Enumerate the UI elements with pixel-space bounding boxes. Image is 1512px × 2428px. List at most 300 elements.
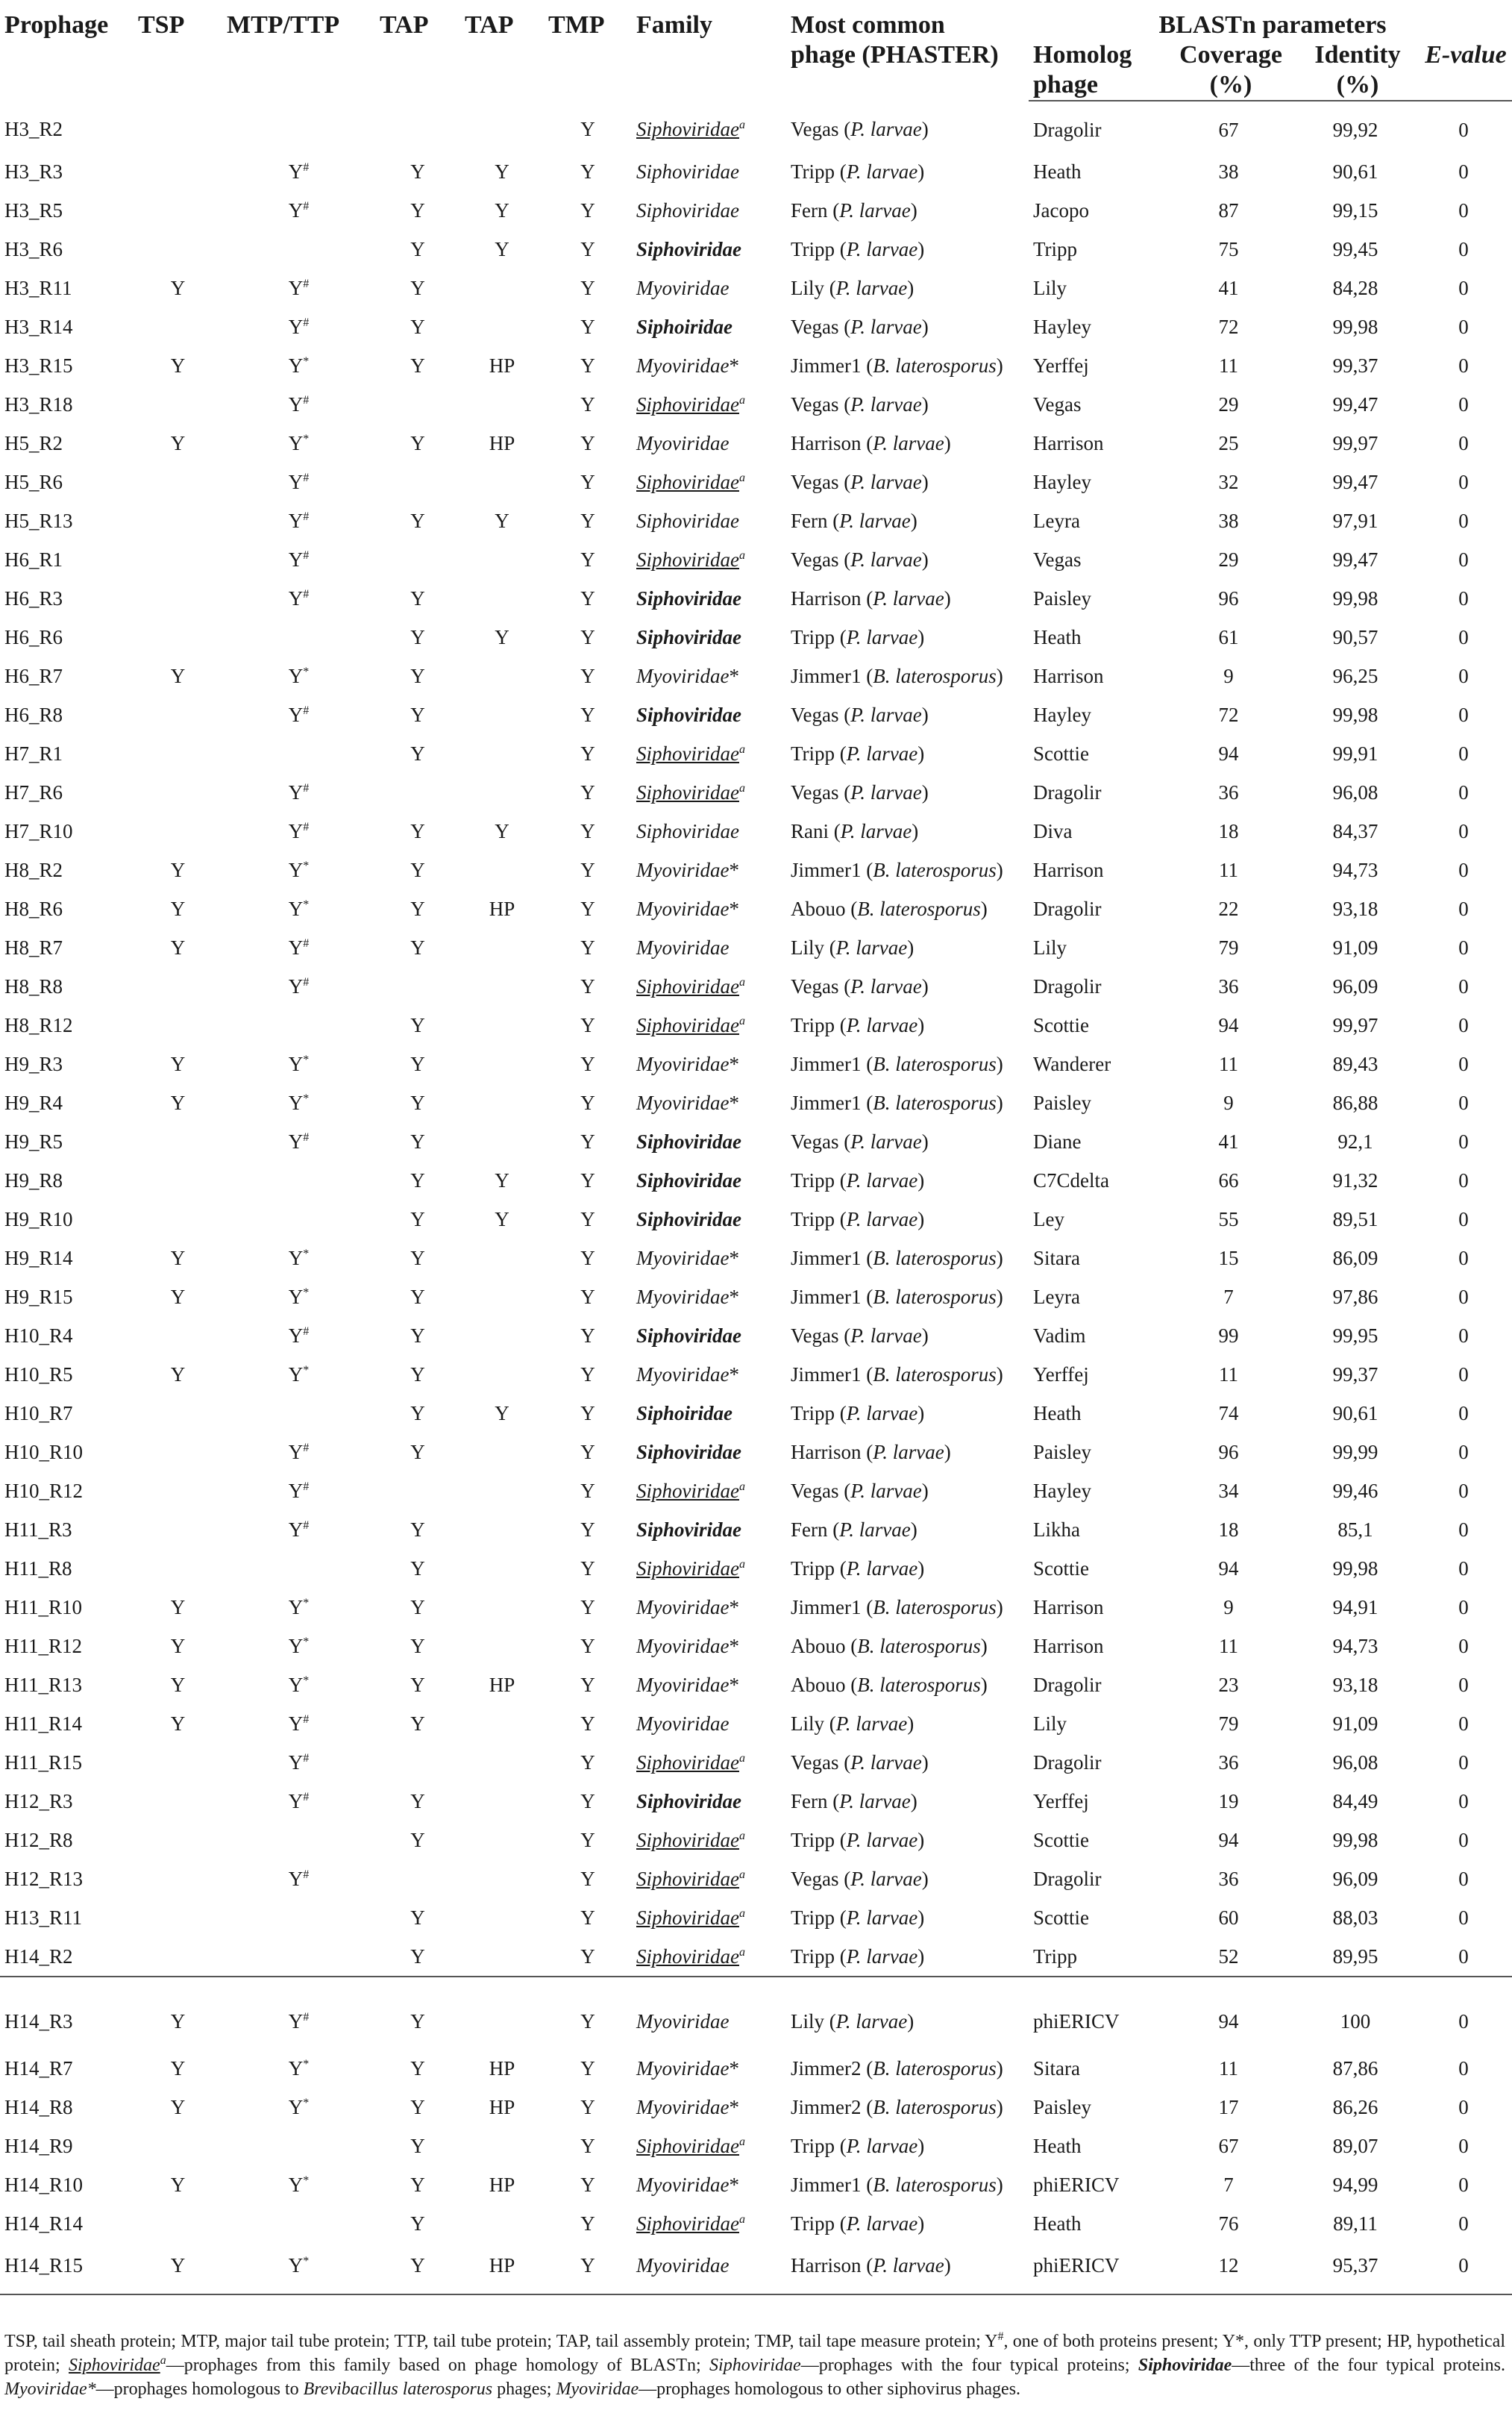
phage-name: Tripp	[791, 1906, 835, 1929]
cell-most-common-phage: Vegas (P. larvae)	[791, 780, 929, 804]
cell-family	[632, 1977, 786, 2049]
cell-family	[632, 2049, 786, 2088]
cell-tsp	[134, 695, 222, 734]
table-row	[0, 1510, 1512, 1549]
cell-tap-1: Y	[410, 742, 425, 765]
cell-tap-2	[460, 1898, 544, 1937]
phage-host: P. larvae	[850, 1750, 922, 1774]
cell-most-common-phage: Jimmer1 (B. laterosporus)	[791, 354, 1003, 377]
cell-tmp: Y	[580, 354, 595, 377]
mtp-marker: *	[303, 1286, 310, 1299]
cell-homolog-phage: Ley	[1033, 1207, 1064, 1230]
phage-host: B. laterosporus	[857, 897, 981, 920]
cell-most-common-phage: Vegas (P. larvae)	[791, 118, 929, 140]
cell-tap-1: Y	[410, 625, 425, 648]
cell-tap-2	[460, 773, 544, 812]
cell-coverage: 32	[1218, 470, 1239, 493]
cell-prophage: H9_R10	[4, 1207, 73, 1230]
cell-coverage: 11	[1219, 1052, 1238, 1075]
cell-tap-2	[460, 1704, 544, 1743]
header-homolog-phage	[1029, 40, 1161, 101]
cell-tsp	[134, 2204, 222, 2243]
table-row	[0, 1006, 1512, 1045]
cell-family	[632, 1704, 786, 1743]
cell-prophage: H12_R3	[4, 1789, 73, 1812]
cell-tmp: Y	[580, 1750, 595, 1774]
cell-homolog-phage: Diva	[1033, 819, 1073, 842]
cell-tap-1: Y	[410, 703, 425, 726]
cell-homolog-phage: Heath	[1033, 625, 1082, 648]
mtp-value: Y	[288, 1362, 304, 1386]
cell-tap-2	[460, 1277, 544, 1316]
cell-family	[632, 657, 786, 695]
cell-mtp-ttp	[222, 1122, 375, 1161]
cell-tap-1: Y	[410, 1052, 425, 1075]
cell-tmp: Y	[580, 160, 595, 183]
cell-identity: 99,37	[1332, 1362, 1378, 1386]
cell-family	[632, 773, 786, 812]
phage-host: P. larvae	[846, 1207, 918, 1230]
cell-mtp-ttp	[222, 1394, 375, 1433]
mtp-marker: #	[303, 587, 310, 601]
cell-tap-2	[460, 1083, 544, 1122]
phage-name: Rani	[791, 819, 829, 842]
mtp-marker: #	[303, 199, 310, 213]
cell-mtp-ttp	[222, 1665, 375, 1704]
cell-tap-1: Y	[410, 1324, 425, 1347]
phage-host: P. larvae	[850, 703, 922, 726]
family-name: Myoviridae	[636, 664, 730, 687]
cell-identity: 99,98	[1332, 1556, 1378, 1580]
footnote-text-2: , one of both proteins present; Y*, only TTP present; HP, hypothetical protein;	[4, 2332, 1505, 2375]
family-marker-a: a	[738, 393, 745, 407]
cell-identity: 99,92	[1332, 118, 1378, 141]
cell-mtp-ttp	[222, 2165, 375, 2204]
mtp-value: Y	[288, 1324, 304, 1347]
cell-evalue: 0	[1458, 1207, 1469, 1230]
family-marker-star: *	[729, 1634, 739, 1657]
cell-tap-1: Y	[410, 276, 425, 299]
mtp-value: Y	[288, 548, 304, 571]
cell-homolog-phage: Heath	[1033, 2212, 1082, 2235]
cell-prophage: H12_R8	[4, 1828, 73, 1851]
cell-tap-1: Y	[410, 858, 425, 881]
cell-prophage: H9_R4	[4, 1091, 63, 1114]
phage-host: P. larvae	[850, 780, 922, 804]
phage-host: P. larvae	[846, 1168, 918, 1192]
cell-tmp: Y	[580, 470, 595, 493]
cell-mtp-ttp	[222, 2049, 375, 2088]
cell-tsp: Y	[170, 936, 186, 959]
cell-prophage: H8_R7	[4, 936, 63, 959]
cell-tsp	[134, 540, 222, 579]
table-row	[0, 2049, 1512, 2088]
mtp-marker: #	[303, 316, 310, 329]
cell-tap-2	[460, 1782, 544, 1821]
cell-prophage: H11_R15	[4, 1750, 83, 1774]
table-row	[0, 1937, 1512, 1977]
table-row	[0, 1782, 1512, 1821]
phage-host: P. larvae	[835, 1712, 908, 1735]
phage-host: P. larvae	[846, 1013, 918, 1036]
cell-prophage: H11_R12	[4, 1634, 83, 1657]
cell-identity: 90,57	[1332, 625, 1378, 648]
cell-family	[632, 967, 786, 1006]
mtp-marker: *	[303, 1674, 310, 1687]
mtp-marker: #	[303, 820, 310, 833]
phage-host: B. laterosporus	[873, 1246, 997, 1269]
mtp-value: Y	[288, 431, 304, 454]
mtp-marker: #	[303, 1868, 310, 1881]
cell-homolog-phage: Dragolir	[1033, 1673, 1102, 1696]
mtp-marker: *	[303, 859, 310, 872]
family-name: Siphoviridae	[636, 1130, 742, 1153]
family-marker-a: a	[738, 119, 745, 131]
cell-tsp	[134, 191, 222, 230]
cell-identity: 100	[1296, 1977, 1415, 2049]
mtp-value: Y	[288, 1440, 304, 1463]
cell-homolog-phage: Diane	[1033, 1130, 1082, 1153]
cell-coverage: 12	[1161, 2243, 1296, 2294]
phage-name: Tripp	[791, 1207, 835, 1230]
cell-tap-1: Y	[410, 1207, 425, 1230]
cell-evalue: 0	[1458, 1673, 1469, 1696]
cell-most-common-phage: Vegas (P. larvae)	[791, 1750, 929, 1774]
table-row	[0, 1859, 1512, 1898]
phage-name: Jimmer1	[791, 858, 862, 881]
cell-tsp: Y	[170, 276, 186, 299]
cell-tmp: Y	[580, 625, 595, 648]
family-name: Siphoviridae	[636, 1440, 742, 1463]
cell-most-common-phage: Abouo (B. laterosporus)	[791, 1634, 988, 1657]
cell-evalue: 0	[1458, 1634, 1469, 1657]
cell-most-common-phage: Lily (P. larvae)	[791, 1712, 915, 1735]
cell-tap-2	[460, 1122, 544, 1161]
cell-prophage: H8_R12	[4, 1013, 73, 1036]
cell-evalue: 0	[1458, 1712, 1469, 1735]
cell-identity: 99,91	[1332, 742, 1378, 765]
cell-homolog-phage: phiERICV	[1033, 2173, 1120, 2196]
mtp-value: Y	[288, 780, 304, 804]
cell-family	[632, 1316, 786, 1355]
cell-coverage: 55	[1218, 1207, 1239, 1230]
family-marker-a: a	[738, 471, 745, 484]
phage-host: P. larvae	[873, 431, 944, 454]
cell-identity: 94,99	[1332, 2173, 1378, 2196]
cell-homolog-phage: Leyra	[1033, 1285, 1080, 1308]
cell-tap-1: Y	[410, 2134, 425, 2157]
family-name: Siphoviridae	[636, 625, 742, 648]
cell-prophage: H5_R2	[4, 431, 63, 454]
cell-family	[632, 1471, 786, 1510]
footnote-sup-a: a	[160, 2354, 166, 2367]
family-name: Myoviridae	[636, 1285, 730, 1308]
table-row	[0, 307, 1512, 346]
cell-evalue: 0	[1458, 1789, 1469, 1812]
cell-evalue: 0	[1458, 237, 1469, 260]
cell-mtp-ttp	[222, 579, 375, 618]
family-marker-a: a	[738, 1945, 745, 1959]
cell-identity: 96,09	[1332, 974, 1378, 998]
cell-identity: 84,49	[1332, 1789, 1378, 1812]
cell-tap-1: Y	[410, 1362, 425, 1386]
cell-coverage: 36	[1218, 974, 1239, 998]
table-row	[0, 579, 1512, 618]
mtp-marker: #	[303, 1790, 310, 1803]
cell-coverage: 61	[1218, 625, 1239, 648]
cell-mtp-ttp	[222, 1433, 375, 1471]
family-name: Siphoviridae	[636, 780, 739, 804]
phage-host: P. larvae	[846, 1401, 918, 1424]
cell-family	[632, 346, 786, 385]
mtp-value: Y	[288, 1867, 304, 1890]
cell-identity: 89,11	[1333, 2212, 1378, 2235]
cell-tmp: Y	[580, 1479, 595, 1502]
cell-mtp-ttp	[222, 501, 375, 540]
cell-identity: 96,08	[1332, 780, 1378, 804]
cell-tap-2: Y	[495, 198, 509, 222]
family-name: Myoviridae	[636, 1362, 730, 1386]
phage-host: P. larvae	[846, 2134, 918, 2157]
cell-mtp-ttp	[222, 1821, 375, 1859]
cell-tap-1: Y	[410, 1401, 425, 1424]
cell-homolog-phage: Yerffej	[1033, 354, 1089, 377]
family-marker-a: a	[738, 975, 745, 989]
family-name: Siphoviridae	[636, 392, 739, 416]
phage-host: P. larvae	[850, 118, 922, 140]
cell-coverage: 96	[1218, 1440, 1239, 1463]
cell-tap-2	[460, 101, 544, 152]
cell-tmp: Y	[580, 1401, 595, 1424]
cell-evalue: 0	[1458, 1944, 1469, 1968]
cell-prophage: H8_R8	[4, 974, 63, 998]
mtp-value: Y	[288, 1246, 304, 1269]
cell-homolog-phage: Leyra	[1033, 509, 1080, 532]
cell-prophage: H3_R14	[4, 315, 73, 338]
cell-tmp: Y	[580, 819, 595, 842]
cell-tap-2	[460, 695, 544, 734]
table-row	[0, 1821, 1512, 1859]
cell-most-common-phage: Fern (P. larvae)	[791, 198, 917, 222]
mtp-value: Y	[288, 936, 304, 959]
header-evalue	[1415, 40, 1512, 101]
cell-prophage: H6_R3	[4, 586, 63, 610]
cell-tap-1: Y	[410, 1712, 425, 1735]
cell-tap-1: Y	[410, 2095, 425, 2118]
cell-mtp-ttp	[222, 1239, 375, 1277]
mtp-value: Y	[288, 1750, 304, 1774]
cell-tmp: Y	[580, 1324, 595, 1347]
cell-tap-1	[375, 385, 460, 424]
table-row	[0, 1433, 1512, 1471]
mtp-value: Y	[288, 1052, 304, 1075]
family-marker-a: a	[738, 781, 745, 795]
cell-most-common-phage: Abouo (B. laterosporus)	[791, 1673, 988, 1696]
mtp-value: Y	[288, 2173, 304, 2196]
cell-mtp-ttp	[222, 1083, 375, 1122]
cell-tsp: Y	[170, 1712, 186, 1735]
phage-name: Tripp	[791, 2134, 835, 2157]
cell-tap-2	[460, 1239, 544, 1277]
cell-most-common-phage: Tripp (P. larvae)	[791, 742, 925, 765]
cell-tsp	[134, 1006, 222, 1045]
phage-host: P. larvae	[850, 548, 922, 571]
cell-evalue: 0	[1458, 625, 1469, 648]
phage-host: B. laterosporus	[873, 1595, 997, 1618]
cell-most-common-phage: Tripp (P. larvae)	[791, 1401, 925, 1424]
cell-mtp-ttp	[222, 967, 375, 1006]
cell-mtp-ttp	[222, 230, 375, 269]
cell-tap-2	[460, 734, 544, 773]
cell-evalue: 0	[1458, 1595, 1469, 1618]
cell-tmp: Y	[580, 703, 595, 726]
family-marker-a: a	[738, 1868, 745, 1881]
family-marker-star: *	[729, 354, 739, 377]
cell-evalue: 0	[1458, 974, 1469, 998]
table-row	[0, 1704, 1512, 1743]
footnote-text-5: —three of the four typical proteins.	[1232, 2356, 1506, 2375]
cell-evalue: 0	[1458, 1246, 1469, 1269]
cell-most-common-phage: Vegas (P. larvae)	[791, 470, 929, 493]
cell-evalue: 0	[1415, 1977, 1512, 2049]
cell-tap-1: Y	[410, 198, 425, 222]
cell-tap-1: Y	[410, 936, 425, 959]
cell-tap-1	[375, 967, 460, 1006]
cell-prophage: H6_R7	[4, 664, 63, 687]
family-name: Siphoviridae	[636, 118, 739, 140]
cell-coverage: 96	[1218, 586, 1239, 610]
cell-coverage: 74	[1218, 1401, 1239, 1424]
family-name: Myoviridae	[636, 2253, 730, 2277]
cell-tsp: Y	[170, 1634, 186, 1657]
phage-name: Jimmer1	[791, 1246, 862, 1269]
cell-family	[632, 1277, 786, 1316]
cell-evalue: 0	[1458, 586, 1469, 610]
cell-prophage: H10_R7	[4, 1401, 73, 1424]
cell-tap-2	[460, 1588, 544, 1627]
family-name: Siphoiridae	[636, 1401, 733, 1424]
cell-tsp: Y	[170, 1673, 186, 1696]
family-marker-star: *	[729, 1052, 739, 1075]
header-coverage-line2: (%)	[1209, 71, 1252, 98]
phage-name: Vegas	[791, 118, 839, 140]
mtp-marker: #	[303, 277, 310, 290]
cell-tap-2	[460, 1937, 544, 1977]
phage-name: Harrison	[791, 2253, 862, 2277]
table-row	[0, 1471, 1512, 1510]
cell-tmp: Y	[580, 2134, 595, 2157]
cell-family	[632, 618, 786, 657]
cell-tap-2	[460, 1627, 544, 1665]
cell-family	[632, 734, 786, 773]
table-row	[0, 501, 1512, 540]
cell-tsp: Y	[170, 1285, 186, 1308]
family-marker-a: a	[738, 548, 745, 562]
cell-identity: 99,47	[1332, 548, 1378, 571]
cell-tsp	[134, 385, 222, 424]
cell-tap-2: Y	[495, 509, 509, 532]
cell-tsp: Y	[134, 1977, 222, 2049]
cell-evalue: 0	[1458, 703, 1469, 726]
cell-identity: 99,98	[1332, 703, 1378, 726]
cell-prophage: H7_R10	[4, 819, 73, 842]
cell-most-common-phage: Tripp (P. larvae)	[791, 1944, 925, 1968]
cell-identity: 85,1	[1337, 1518, 1373, 1541]
phage-host: B. laterosporus	[873, 1362, 997, 1386]
table-row	[0, 346, 1512, 385]
table-row	[0, 812, 1512, 851]
cell-coverage: 36	[1218, 1750, 1239, 1774]
mtp-marker: *	[303, 898, 310, 911]
phage-host: B. laterosporus	[873, 858, 997, 881]
cell-homolog-phage: Hayley	[1033, 470, 1091, 493]
cell-most-common-phage: Tripp (P. larvae)	[791, 237, 925, 260]
mtp-value: Y	[288, 354, 304, 377]
phage-name: Lily	[791, 276, 824, 299]
phage-name: Tripp	[791, 1168, 835, 1192]
cell-tmp: Y	[580, 1207, 595, 1230]
mtp-marker: *	[303, 1363, 310, 1377]
cell-coverage: 94	[1218, 1828, 1239, 1851]
cell-tap-1: Y	[410, 237, 425, 260]
mtp-value: Y	[288, 470, 304, 493]
phage-name: Vegas	[791, 703, 839, 726]
footnote-siphoviridae-italic: Siphoviridae	[709, 2356, 801, 2375]
phage-host: P. larvae	[839, 1789, 911, 1812]
cell-tsp: Y	[170, 1091, 186, 1114]
cell-mtp-ttp	[222, 1549, 375, 1588]
cell-mtp-ttp	[222, 2088, 375, 2127]
cell-homolog-phage: Heath	[1033, 1401, 1082, 1424]
cell-family	[632, 1200, 786, 1239]
family-name: Myoviridae	[636, 1634, 730, 1657]
cell-evalue: 0	[1458, 936, 1469, 959]
mtp-marker: *	[303, 1635, 310, 1648]
cell-tsp: Y	[170, 1246, 186, 1269]
cell-prophage: H14_R2	[4, 1944, 73, 1968]
cell-mtp-ttp	[222, 1006, 375, 1045]
phage-name: Vegas	[791, 1324, 839, 1347]
cell-tsp	[134, 1821, 222, 1859]
cell-homolog-phage: Hayley	[1033, 1479, 1091, 1502]
cell-mtp-ttp	[222, 385, 375, 424]
cell-tmp: Y	[580, 431, 595, 454]
cell-tap-2	[460, 1433, 544, 1471]
mtp-marker: #	[303, 781, 310, 795]
mtp-marker: *	[303, 2057, 310, 2071]
cell-mtp-ttp	[222, 269, 375, 307]
cell-most-common-phage: Vegas (P. larvae)	[791, 974, 929, 998]
mtp-value: Y	[288, 2253, 304, 2277]
cell-mtp-ttp	[222, 540, 375, 579]
cell-prophage: H9_R15	[4, 1285, 73, 1308]
family-name: Myoviridae	[636, 276, 730, 299]
cell-coverage: 94	[1161, 1977, 1296, 2049]
table-row	[0, 1665, 1512, 1704]
mtp-value: Y	[288, 2095, 304, 2118]
cell-mtp-ttp	[222, 1045, 375, 1083]
phage-name: Jimmer1	[791, 1595, 862, 1618]
cell-tmp: Y	[580, 548, 595, 571]
phage-name: Jimmer1	[791, 1052, 862, 1075]
cell-most-common-phage: Tripp (P. larvae)	[791, 1013, 925, 1036]
cell-mtp-ttp	[222, 101, 375, 152]
cell-mtp-ttp	[222, 812, 375, 851]
cell-identity: 86,09	[1332, 1246, 1378, 1269]
header-most-common-line2: phage (PHASTER)	[791, 41, 999, 69]
phage-host: P. larvae	[850, 392, 922, 416]
cell-tsp	[134, 230, 222, 269]
